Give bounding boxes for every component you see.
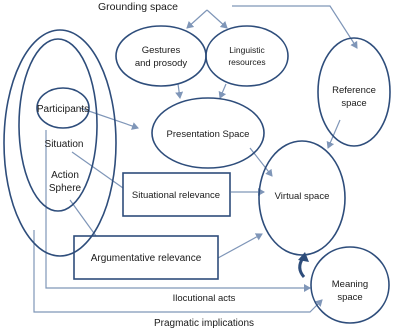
participants-label: Participants	[36, 104, 90, 115]
linguistic-label-line2: resources	[228, 57, 266, 67]
reference-label-line1: Reference	[332, 85, 376, 96]
situational-relevance-label: Situational relevance	[131, 190, 221, 201]
grounding-space-label: Grounding space	[98, 1, 178, 13]
action-sphere-label-line1: Action	[51, 170, 79, 181]
connector-lines	[34, 6, 357, 312]
linguistic-to-presentation-arrow	[220, 84, 226, 98]
grounding-fork-right	[207, 10, 227, 28]
gestures-to-presentation-arrow	[178, 84, 180, 98]
gestures-ellipse	[116, 26, 206, 86]
reference-to-virtual-arrow	[328, 120, 340, 148]
argumentative-relevance-label: Argumentative relevance	[90, 253, 202, 264]
meaning-label-line2: space	[337, 292, 363, 303]
action-to-argumentative-line	[70, 200, 96, 236]
illocutional-acts-line	[46, 130, 310, 288]
argumentative-to-virtual-arrow	[218, 234, 262, 258]
virtual-meaning-arrowhead	[298, 252, 309, 262]
virtual-space-label: Virtual space	[274, 191, 330, 202]
linguistic-label-line1: Linguistic	[229, 45, 265, 55]
gestures-label-line2: and prosody	[134, 58, 188, 69]
linguistic-ellipse	[206, 26, 288, 86]
pragmatic-implications-label: Pragmatic implications	[153, 318, 255, 329]
reference-label-line2: space	[341, 98, 367, 109]
grounding-to-reference-line	[232, 6, 357, 48]
presentation-label: Presentation Space	[166, 129, 250, 140]
gestures-label-line1: Gestures	[141, 45, 181, 56]
meaning-label-line1: Meaning	[331, 279, 369, 290]
situation-label: Situation	[44, 139, 84, 150]
grounding-fork-left	[187, 10, 207, 28]
action-sphere-label-line2: Sphere	[48, 183, 82, 194]
illocutional-acts-label: Ilocutional acts	[172, 293, 236, 304]
